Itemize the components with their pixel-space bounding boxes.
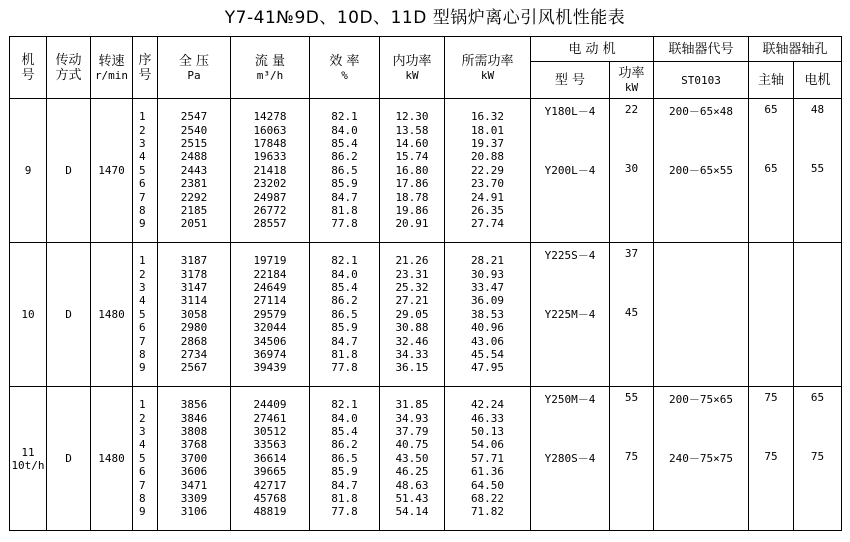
internal-power-value: 34.33 <box>395 347 429 361</box>
internal-power-value: 54.14 <box>395 505 429 519</box>
efficiency-value: 85.4 <box>331 281 358 295</box>
seq-value: 9 <box>139 505 146 519</box>
flow-value: 36974 <box>253 347 287 361</box>
flow-value: 27114 <box>253 294 287 308</box>
motor-shaft-value: 65 <box>810 391 825 404</box>
required-power-value: 23.70 <box>470 177 505 191</box>
seq-value: 8 <box>139 347 146 361</box>
required-power-value: 20.88 <box>470 150 505 164</box>
efficiency-value: 77.8 <box>331 361 358 375</box>
seq-value: 1 <box>139 254 146 268</box>
motor-shaft-value: 55 <box>810 162 825 175</box>
required-power-value: 42.24 <box>470 398 505 412</box>
required-power-value: 68.22 <box>470 491 505 505</box>
header-flow: 流 量 m³/h <box>231 37 310 99</box>
efficiency-value: 84.7 <box>331 190 358 204</box>
flow-value: 27461 <box>253 411 287 425</box>
required-power-value: 24.91 <box>470 190 505 204</box>
table-row <box>10 387 842 531</box>
motor-shaft-cell <box>794 243 842 387</box>
pressure-value: 2567 <box>180 361 208 375</box>
pressure-cell <box>158 243 231 387</box>
machine-no-cell <box>10 243 47 387</box>
motor-power-value: 55 <box>624 391 639 404</box>
flow-cell <box>231 387 310 531</box>
coupling-code-cell <box>654 387 749 531</box>
flow-value: 23202 <box>253 177 287 191</box>
flow-value: 17848 <box>253 137 287 151</box>
main-shaft-value: 75 <box>764 391 778 404</box>
efficiency-value: 84.0 <box>331 411 358 425</box>
required-power-cell <box>445 387 531 531</box>
internal-power-cell <box>380 99 445 243</box>
seq-value: 6 <box>139 177 146 191</box>
required-power-value: 33.47 <box>470 281 505 295</box>
pressure-value: 2443 <box>180 163 208 177</box>
flow-value: 39665 <box>253 465 287 479</box>
header-coupling-code-sub: ST0103 <box>654 62 749 99</box>
flow-value: 19719 <box>253 254 287 268</box>
required-power-value: 50.13 <box>470 425 505 439</box>
flow-value: 29579 <box>253 307 287 321</box>
seq-value: 3 <box>139 281 146 295</box>
efficiency-value: 84.7 <box>331 478 358 492</box>
internal-power-cell <box>380 387 445 531</box>
header-main-shaft: 主轴 <box>749 62 794 99</box>
flow-value: 48819 <box>253 505 287 519</box>
flow-value: 19633 <box>253 150 287 164</box>
motor-power-value: 22 <box>624 103 639 116</box>
efficiency-value: 85.9 <box>331 465 358 479</box>
flow-value: 28557 <box>253 217 287 231</box>
pressure-value: 2547 <box>180 110 208 124</box>
seq-value: 7 <box>139 478 146 492</box>
pressure-value: 3309 <box>180 491 208 505</box>
pressure-value: 2540 <box>180 123 208 137</box>
motor-power-value: 75 <box>624 450 639 463</box>
internal-power-value: 15.74 <box>395 150 429 164</box>
pressure-value: 3106 <box>180 505 208 519</box>
pressure-value: 2868 <box>180 334 208 348</box>
machine-no-cell <box>10 99 47 243</box>
required-power-value: 22.29 <box>470 163 505 177</box>
motor-power-value: 30 <box>624 162 639 175</box>
flow-value: 34506 <box>253 334 287 348</box>
pressure-value: 3808 <box>180 425 208 439</box>
seq-value: 1 <box>139 398 146 412</box>
internal-power-value: 29.05 <box>395 307 429 321</box>
required-power-value: 64.50 <box>470 478 505 492</box>
required-power-value: 27.74 <box>470 217 505 231</box>
motor-model-value: Y200L－4 <box>544 164 596 177</box>
pressure-value: 3147 <box>180 281 208 295</box>
efficiency-value: 77.8 <box>331 217 358 231</box>
table-row <box>10 243 842 387</box>
efficiency-cell <box>310 243 380 387</box>
speed-cell: 1470 <box>91 99 133 243</box>
pressure-cell <box>158 387 231 531</box>
speed-cell: 1480 <box>91 387 133 531</box>
internal-power-value: 17.86 <box>395 177 429 191</box>
required-power-value: 30.93 <box>470 267 505 281</box>
seq-value: 7 <box>139 334 146 348</box>
internal-power-value: 12.30 <box>395 110 429 124</box>
seq-value: 9 <box>139 217 146 231</box>
seq-value: 4 <box>139 150 146 164</box>
seq-cell <box>133 387 158 531</box>
main-shaft-cell <box>749 243 794 387</box>
pressure-value: 3187 <box>180 254 208 268</box>
pressure-value: 2381 <box>180 177 208 191</box>
pressure-value: 3846 <box>180 411 208 425</box>
internal-power-value: 40.75 <box>395 438 429 452</box>
efficiency-value: 85.4 <box>331 137 358 151</box>
pressure-value: 3700 <box>180 451 208 465</box>
efficiency-value: 84.7 <box>331 334 358 348</box>
motor-power-cell <box>610 243 654 387</box>
pressure-value: 3058 <box>180 307 208 321</box>
seq-value: 4 <box>139 438 146 452</box>
motor-model-cell <box>531 99 610 243</box>
efficiency-cell <box>310 387 380 531</box>
pressure-value: 3606 <box>180 465 208 479</box>
drive-cell: D <box>47 99 91 243</box>
flow-value: 45768 <box>253 491 287 505</box>
required-power-cell <box>445 99 531 243</box>
efficiency-cell <box>310 99 380 243</box>
header-pressure: 全 压 Pa <box>158 37 231 99</box>
internal-power-value: 16.80 <box>395 163 429 177</box>
flow-value: 30512 <box>253 425 287 439</box>
pressure-value: 2488 <box>180 150 208 164</box>
pressure-value: 3178 <box>180 267 208 281</box>
required-power-value: 46.33 <box>470 411 505 425</box>
header-internal-power: 内功率 kW <box>380 37 445 99</box>
pressure-value: 2515 <box>180 137 208 151</box>
header-efficiency: 效 率 % <box>310 37 380 99</box>
drive-cell: D <box>47 243 91 387</box>
efficiency-value: 86.5 <box>331 451 358 465</box>
motor-shaft-value: 75 <box>810 450 825 463</box>
coupling-code-cell <box>654 243 749 387</box>
header-motor-power: 功率 kW <box>610 62 654 99</box>
motor-power-value: 37 <box>624 247 639 260</box>
flow-value: 24987 <box>253 190 287 204</box>
required-power-value: 16.32 <box>470 110 505 124</box>
machine-no: 11 <box>21 445 35 459</box>
pressure-value: 2980 <box>180 321 208 335</box>
pressure-cell <box>158 99 231 243</box>
header-motor-model: 型 号 <box>531 62 610 99</box>
required-power-value: 54.06 <box>470 438 505 452</box>
coupling-code-value: 200－75×65 <box>669 393 733 406</box>
motor-model-cell <box>531 243 610 387</box>
required-power-value: 36.09 <box>470 294 505 308</box>
seq-cell <box>133 243 158 387</box>
efficiency-value: 85.9 <box>331 321 358 335</box>
coupling-code-value: 200－65×55 <box>669 164 733 177</box>
pressure-value: 3856 <box>180 398 208 412</box>
efficiency-value: 81.8 <box>331 491 358 505</box>
motor-power-cell <box>610 387 654 531</box>
speed-cell: 1480 <box>91 243 133 387</box>
header-seq: 序号 <box>133 37 158 99</box>
required-power-value: 18.01 <box>470 123 505 137</box>
flow-value: 16063 <box>253 123 287 137</box>
flow-value: 36614 <box>253 451 287 465</box>
page-title: Y7-41№9D、10D、11D 型锅炉离心引风机性能表 <box>224 8 626 28</box>
efficiency-value: 82.1 <box>331 254 358 268</box>
required-power-cell <box>445 243 531 387</box>
seq-value: 2 <box>139 411 146 425</box>
flow-value: 42717 <box>253 478 287 492</box>
motor-model-value: Y250M－4 <box>544 393 596 406</box>
performance-table <box>9 36 842 531</box>
efficiency-value: 86.5 <box>331 307 358 321</box>
required-power-value: 45.54 <box>470 347 505 361</box>
efficiency-value: 77.8 <box>331 505 358 519</box>
main-shaft-value: 65 <box>764 103 778 116</box>
flow-value: 26772 <box>253 203 287 217</box>
internal-power-value: 18.78 <box>395 190 429 204</box>
pressure-value: 3114 <box>180 294 208 308</box>
internal-power-value: 27.21 <box>395 294 429 308</box>
flow-cell <box>231 99 310 243</box>
efficiency-value: 81.8 <box>331 203 358 217</box>
seq-value: 1 <box>139 110 146 124</box>
coupling-code-value: 240－75×75 <box>669 452 733 465</box>
required-power-value: 71.82 <box>470 505 505 519</box>
seq-value: 8 <box>139 203 146 217</box>
motor-model-cell <box>531 387 610 531</box>
internal-power-value: 32.46 <box>395 334 429 348</box>
required-power-value: 38.53 <box>470 307 505 321</box>
flow-value: 39439 <box>253 361 287 375</box>
seq-value: 2 <box>139 123 146 137</box>
header-coupling-code: 联轴器代号 <box>654 37 749 62</box>
header-machine-no: 机号 <box>10 37 47 99</box>
motor-model-value: Y280S－4 <box>544 452 596 465</box>
pressure-value: 3471 <box>180 478 208 492</box>
header-required-power: 所需功率 kW <box>445 37 531 99</box>
internal-power-value: 23.31 <box>395 267 429 281</box>
efficiency-value: 85.4 <box>331 425 358 439</box>
efficiency-value: 86.2 <box>331 438 358 452</box>
internal-power-value: 34.93 <box>395 411 429 425</box>
pressure-value: 2292 <box>180 190 208 204</box>
pressure-value: 2734 <box>180 347 208 361</box>
seq-value: 5 <box>139 451 146 465</box>
internal-power-value: 30.88 <box>395 321 429 335</box>
flow-cell <box>231 243 310 387</box>
seq-value: 4 <box>139 294 146 308</box>
efficiency-value: 86.5 <box>331 163 358 177</box>
pressure-value: 2185 <box>180 203 208 217</box>
pressure-value: 2051 <box>180 217 208 231</box>
required-power-value: 28.21 <box>470 254 505 268</box>
table-row <box>10 99 842 243</box>
seq-value: 3 <box>139 425 146 439</box>
internal-power-value: 21.26 <box>395 254 429 268</box>
seq-value: 7 <box>139 190 146 204</box>
main-shaft-cell <box>749 387 794 531</box>
motor-model-value: Y180L－4 <box>544 105 596 118</box>
coupling-code-value: 200－65×48 <box>669 105 733 118</box>
machine-no: 10 <box>21 308 35 321</box>
internal-power-cell <box>380 243 445 387</box>
efficiency-value: 84.0 <box>331 123 358 137</box>
internal-power-value: 43.50 <box>395 451 429 465</box>
seq-value: 3 <box>139 137 146 151</box>
seq-value: 6 <box>139 321 146 335</box>
efficiency-value: 86.2 <box>331 150 358 164</box>
coupling-code-cell <box>654 99 749 243</box>
internal-power-value: 14.60 <box>395 137 429 151</box>
flow-value: 33563 <box>253 438 287 452</box>
internal-power-value: 31.85 <box>395 398 429 412</box>
seq-value: 8 <box>139 491 146 505</box>
seq-cell <box>133 99 158 243</box>
motor-shaft-cell <box>794 387 842 531</box>
internal-power-value: 46.25 <box>395 465 429 479</box>
efficiency-value: 82.1 <box>331 110 358 124</box>
motor-model-value: Y225S－4 <box>544 249 596 262</box>
internal-power-value: 20.91 <box>395 217 429 231</box>
efficiency-value: 81.8 <box>331 347 358 361</box>
internal-power-value: 37.79 <box>395 425 429 439</box>
flow-value: 22184 <box>253 267 287 281</box>
required-power-value: 61.36 <box>470 465 505 479</box>
flow-value: 14278 <box>253 110 287 124</box>
header-motor: 电 动 机 <box>531 37 654 62</box>
flow-value: 24409 <box>253 398 287 412</box>
required-power-value: 19.37 <box>470 137 505 151</box>
motor-model-value: Y225M－4 <box>544 308 596 321</box>
required-power-value: 40.96 <box>470 321 505 335</box>
internal-power-value: 19.86 <box>395 203 429 217</box>
internal-power-value: 25.32 <box>395 281 429 295</box>
motor-shaft-value: 48 <box>810 103 825 116</box>
efficiency-value: 85.9 <box>331 177 358 191</box>
internal-power-value: 36.15 <box>395 361 429 375</box>
efficiency-value: 84.0 <box>331 267 358 281</box>
seq-value: 2 <box>139 267 146 281</box>
efficiency-value: 86.2 <box>331 294 358 308</box>
required-power-value: 43.06 <box>470 334 505 348</box>
seq-value: 5 <box>139 163 146 177</box>
seq-value: 9 <box>139 361 146 375</box>
drive-cell: D <box>47 387 91 531</box>
flow-value: 24649 <box>253 281 287 295</box>
pressure-value: 3768 <box>180 438 208 452</box>
flow-value: 21418 <box>253 163 287 177</box>
internal-power-value: 13.58 <box>395 123 429 137</box>
machine-no: 9 <box>24 164 32 177</box>
motor-power-value: 45 <box>624 306 639 319</box>
header-coupling-hole: 联轴器轴孔 <box>749 37 842 62</box>
flow-value: 32044 <box>253 321 287 335</box>
header-speed: 转速 r/min <box>91 37 133 99</box>
internal-power-value: 51.43 <box>395 491 429 505</box>
header-motor-shaft: 电机 <box>794 62 842 99</box>
required-power-value: 47.95 <box>470 361 505 375</box>
internal-power-value: 48.63 <box>395 478 429 492</box>
machine-no-cell <box>10 387 47 531</box>
efficiency-value: 82.1 <box>331 398 358 412</box>
required-power-value: 26.35 <box>470 203 505 217</box>
main-shaft-cell <box>749 99 794 243</box>
motor-power-cell <box>610 99 654 243</box>
motor-shaft-cell <box>794 99 842 243</box>
required-power-value: 57.71 <box>470 451 505 465</box>
main-shaft-value: 65 <box>764 162 778 175</box>
seq-value: 5 <box>139 307 146 321</box>
header-drive: 传动方式 <box>47 37 91 99</box>
seq-value: 6 <box>139 465 146 479</box>
machine-capacity: 10t/h <box>11 458 45 472</box>
main-shaft-value: 75 <box>764 450 778 463</box>
